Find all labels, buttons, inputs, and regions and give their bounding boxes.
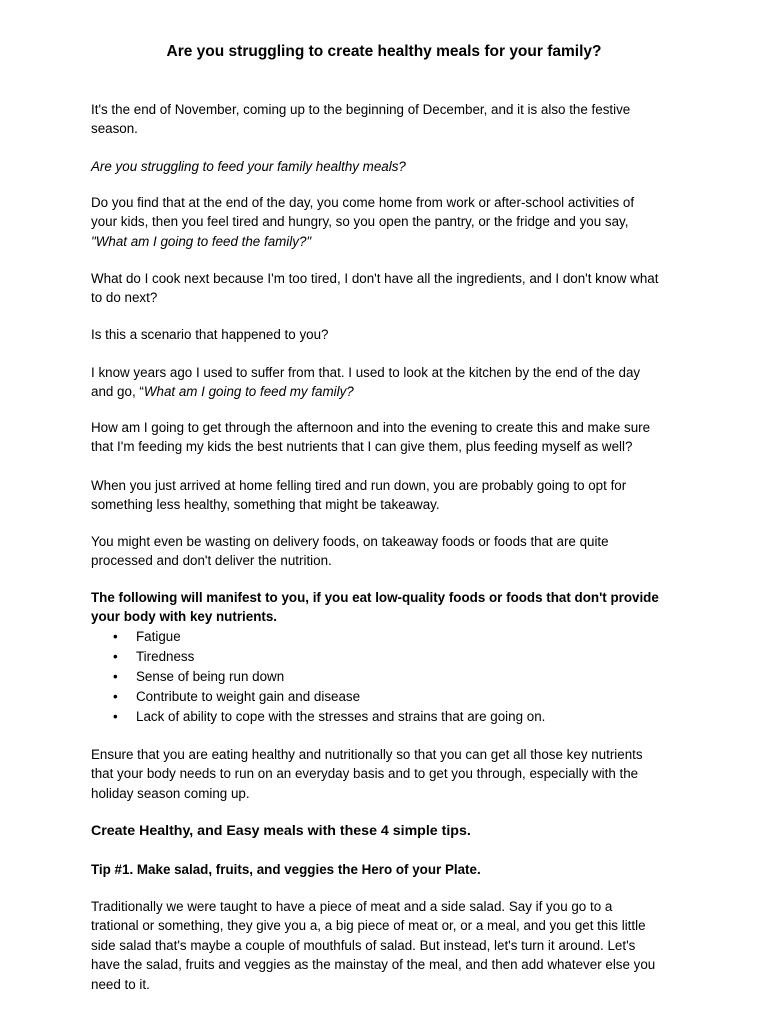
text-line: holiday season coming up. <box>91 785 250 801</box>
text-line: have the salad, fruits and veggies as the mainstay of the meal, and then add whatever else you <box>91 957 656 973</box>
text-line: Ensure that you are eating healthy and nutritionally so that you can get all those key nutrients <box>91 747 643 762</box>
list-item <box>91 627 545 647</box>
bullet-icon: • <box>113 649 118 664</box>
text-line: Traditionally we were taught to have a piece of meat and a side salad. Say if you go to a <box>91 899 613 914</box>
list-item-label: Contribute to weight gain and disease <box>136 689 361 704</box>
text-line <box>91 382 691 401</box>
text-line: You might even be wasting on delivery foods, on takeaway foods or foods that are quite <box>91 534 609 549</box>
text-line: need to it. <box>91 976 150 992</box>
text-line: that I'm feeding my kids the best nutrients that I can give them, plus feeding myself as well? <box>91 439 633 455</box>
paragraph-traditionally <box>91 897 691 994</box>
bullet-icon: • <box>113 689 118 704</box>
page-title: Are you struggling to create healthy meals for your family? <box>166 43 602 60</box>
list-item <box>91 647 545 667</box>
paragraph-what-to-cook <box>91 269 691 308</box>
bold-intro <box>91 588 691 627</box>
text-line: that your body needs to run on an everyday basis and to get you through, especially with the <box>91 766 639 782</box>
paragraph-end-of-day <box>91 193 691 251</box>
list-item <box>91 687 545 707</box>
symptom-list <box>91 627 545 727</box>
text-line: processed and don't deliver the nutrition. <box>91 553 332 569</box>
text-line: When you just arrived at home felling tired and run down, you are probably going to opt for <box>91 478 627 493</box>
list-item <box>91 707 545 727</box>
text-line: to do next? <box>91 290 158 306</box>
bullet-icon: • <box>113 669 118 684</box>
text-line: How am I going to get through the afternoon and into the evening to create this and make sure <box>91 420 651 435</box>
paragraph-tired <box>91 476 691 515</box>
text-run: and go, “ <box>91 384 144 400</box>
paragraph-afternoon <box>91 418 691 457</box>
quote-line: "What am I going to feed the family?" <box>91 233 312 249</box>
paragraph-question <box>91 157 691 176</box>
text-line: something less healthy, something that might be takeaway. <box>91 497 440 513</box>
text-line: your body with key nutrients. <box>91 609 278 625</box>
text-line: trational or something, they give you a, a big piece of meat or, or a meal, and you get this little <box>91 918 646 934</box>
text-line: Is this a scenario that happened to you? <box>91 327 329 342</box>
paragraph-scenario <box>91 325 691 344</box>
list-item-label: Sense of being run down <box>136 669 285 684</box>
paragraph-intro <box>91 100 691 139</box>
section-heading: Create Healthy, and Easy meals with these 4 simple tips. <box>91 823 471 839</box>
bullet-icon: • <box>113 629 118 644</box>
text-line: season. <box>91 121 138 137</box>
paragraph-wasting <box>91 532 691 571</box>
tip-heading: Tip #1. Make salad, fruits, and veggies the Hero of your Plate. <box>91 862 481 877</box>
list-item <box>91 667 545 687</box>
text-line: Do you find that at the end of the day, you come home from work or after-school activities of <box>91 195 635 210</box>
text-line: side salad that's maybe a couple of mouthfuls of salad. But instead, let's turn it around. Let's <box>91 937 636 953</box>
text-line: your kids, then you feel tired and hungry, so you open the pantry, or the fridge and you say, <box>91 214 629 230</box>
text-line: What do I cook next because I'm too tired, I don't have all the ingredients, and I don't know what <box>91 271 659 286</box>
text-line: Are you struggling to feed your family healthy meals? <box>91 159 406 174</box>
list-item-label: Fatigue <box>136 629 181 644</box>
bullet-icon: • <box>113 709 118 724</box>
quote-run: What am I going to feed my family? <box>143 384 354 400</box>
paragraph-years-ago <box>91 363 691 402</box>
list-item-label: Tiredness <box>136 649 195 664</box>
text-line: The following will manifest to you, if you eat low-quality foods or foods that don't provide <box>91 590 659 605</box>
text-line: It's the end of November, coming up to the beginning of December, and it is also the festive <box>91 102 631 117</box>
text-line: I know years ago I used to suffer from that. I used to look at the kitchen by the end of the day <box>91 365 641 380</box>
paragraph-ensure <box>91 745 691 803</box>
list-item-label: Lack of ability to cope with the stresses and strains that are going on. <box>136 709 546 724</box>
